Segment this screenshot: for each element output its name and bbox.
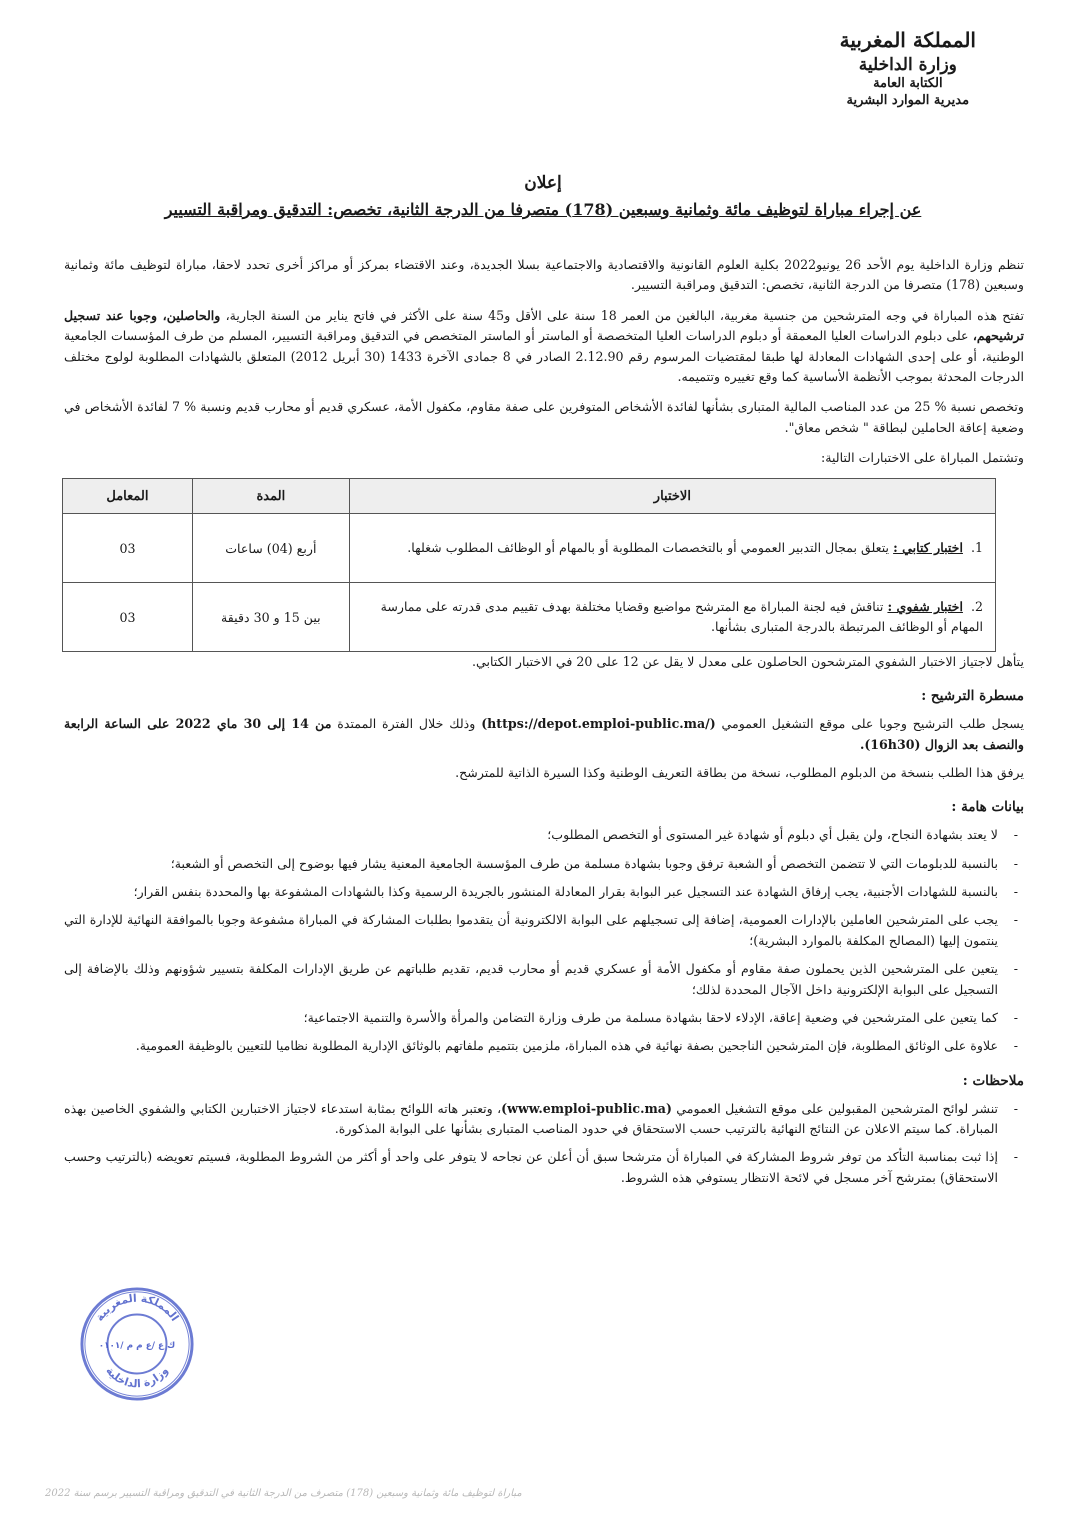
official-stamp [78, 1285, 196, 1403]
lower-section [64, 652, 1024, 1196]
notes-list [64, 1099, 1024, 1189]
page-footer: مباراة لتوظيف مائة وثمانية وسبعين (178) متصرف من الدرجة الثانية في التدقيق ومراقبة التسيير برسم سنة 2022 [45, 1488, 522, 1499]
table-row [63, 583, 996, 652]
announcement-title: إعلان [524, 173, 562, 193]
hr-directorate: مديرية الموارد البشرية [846, 92, 970, 108]
list-item: - بالنسبة للشهادات الأجنبية، يجب إرفاق الشهادة عند التسجيل عبر البوابة بقرار المعادلة المنشور بالجريدة الرسمية وكذا بالشهادات المشفوعة بها والمحددة بنفس القرار؛ [64, 882, 1024, 902]
application-site-link[interactable]: (https://depot.emploi-public.ma/) [481, 716, 716, 732]
general-secretariat: الكتابة العامة [873, 76, 943, 92]
tests-table-header [63, 479, 996, 514]
list-item: - كما يتعين على المترشحين في وضعية إعاقة، الإدلاء لاحقا بشهادة مسلمة من طرف وزارة التضامن والمرأة والأسرة والتنمية الاجتماعية؛ [64, 1008, 1024, 1028]
table-row [63, 514, 996, 583]
quota-paragraph: وتخصص نسبة % 25 من عدد المناصب المالية المتبارى بشأنها لفائدة الأشخاص المتوفرين على صفة مقاوم، مكفول الأمة، عسكري قديم أو محارب قديم ونسبة % 7 لفائدة الأشخاص في وضعية إعاقة الحاملين لبطاقة " شخص معاق". [64, 399, 1024, 435]
list-item: - بالنسبة للدبلومات التي لا تتضمن التخصص أو الشعبة ترفق وجوبا بشهادة مسلمة من طرف المؤسسة الجامعية المعنية يشار فيها بوضوح إلى التخصص أو الشعبة؛ [64, 854, 1024, 874]
list-item [64, 1099, 1024, 1140]
tests-table [62, 478, 996, 652]
application-period: من 14 إلى 30 ماي 2022 على الساعة الرابعة والنصف بعد الزوال (16h30). [64, 716, 1024, 752]
intro-section [64, 255, 1024, 479]
procedure-text-b: وذلك خلال الفترة الممتدة [331, 716, 482, 732]
stamp-top-text: المملكة المغربية [92, 1291, 182, 1324]
test-duration: أربع (04) ساعات [192, 514, 349, 583]
test-description-cell [349, 514, 995, 583]
stamp-center-text: ك ع /ع م م /٠١٠١ [98, 1340, 176, 1351]
test-coefficient: 03 [63, 514, 193, 583]
important-title: بيانات هامة : [951, 799, 1024, 816]
public-site-link[interactable]: (www.emploi-public.ma) [501, 1100, 672, 1116]
test-duration: بين 15 و 30 دقيقة [192, 583, 349, 652]
test-name: اختبار شفوي : [887, 599, 963, 615]
announcement-subtitle: عن إجراء مباراة لتوظيف مائة وثمانية وسبعين (178) متصرفا من الدرجة الثانية، تخصص: التدقيق ومراقبة التسيير [164, 200, 922, 219]
important-list [64, 825, 1024, 1057]
note-text-a: تنشر لوائح المترشحين المقبولين على موقع التشغيل العمومي [671, 1100, 998, 1116]
test-number: 2. [970, 599, 983, 615]
list-item: - إذا ثبت بمناسبة التأكد من توفر شروط المشاركة في المباراة أن مترشحا سبق أن أعلن عن نجاحه لا يتوفر على واحد أو أكثر من الشروط المطلوبة، فسيتم تعويضه (بالترتيب وحسب الاستحقاق) بمترشح آخر مسجل في لائحة الانتظار يستوفي هذه الشروط. [64, 1147, 1024, 1188]
letterhead [840, 28, 976, 109]
eligibility-text-b: على دبلوم الدراسات العليا المعمقة أو دبلوم الدراسات العليا المتخصصة أو الماستر أو الماستر المتخصص في التدقيق ومراقبة التسيير، المسلم من طرف المؤسسات الجامعية الوطنية، أو على إحدى الشهادات المعادلة لها طبقا لمقتضيات المرسوم رقم 2.12.90 الصادر في 8 جمادى الآخرة 1433 (30 أبريل 2012) المتعلق بالشهادات المطلوبة لولوج مختلف الدرجات المحدثة بموجب الأنظمة الأساسية كما وقع تغييره وتتميمه. [64, 328, 1024, 384]
list-item: - يجب على المترشحين العاملين بالإدارات العمومية، إضافة إلى تسجيلهم على البوابة الالكترونية أن يتقدموا بطلبات المشاركة في المباراة مشفوعة وجوبا بالموافقة النهائية للإدارة التي ينتمون إليها (المصالح المكلفة بالموارد البشرية)؛ [64, 910, 1024, 951]
note-text-b: ، وتعتبر هاته اللوائح بمثابة استدعاء لاجتياز الاختبارين الكتابي والشفوي الخاصين بهذه المباراة. كما سيتم الاعلان عن النتائج النهائية بالترتيب حسب الاستحقاق في حدود المناصب المتبارى بشأنها على البوابة المذكورة. [64, 1100, 998, 1137]
ministry-name: وزارة الداخلية [858, 55, 957, 75]
kingdom-name: المملكة المغربية [839, 28, 976, 52]
test-description: تناقش فيه لجنة المباراة مع المترشح مواضيع وقضايا مختلفة بهدف تقييم مدى قدرته على ممارسة المهام أو الوظائف المرتبطة بالدرجة المتبارى بشأنها. [380, 599, 983, 634]
list-item: - علاوة على الوثائق المطلوبة، فإن المترشحين الناجحين بصفة نهائية في هذه المباراة، ملزمين بتتميم ملفاتهم بالوثائق الإدارية المطلوبة نظاميا للتعيين بالوظيفة العمومية. [64, 1036, 1024, 1056]
stamp-bottom-text: وزارة الداخلية [103, 1364, 171, 1391]
procedure-paragraph-2: يرفق هذا الطلب بنسخة من الدبلوم المطلوب، نسخة من بطاقة التعريف الوطنية وكذا السيرة الذاتية للمترشح. [455, 765, 1024, 781]
eligibility-paragraph [64, 306, 1024, 388]
eligibility-bold: والحاصلين، وجوبا عند تسجيل ترشيحهم، [64, 307, 1024, 344]
eligibility-text-a: تفتح هذه المباراة في وجه المترشحين من جنسية مغربية، البالغين من العمر 18 سنة على الأقل و45 سنة على الأكثر في فاتح يناير من السنة الجارية، [220, 307, 1025, 323]
tests-intro: وتشتمل المباراة على الاختبارات التالية: [820, 450, 1024, 466]
procedure-text-a: يسجل طلب الترشيح وجوبا على موقع التشغيل العمومي [715, 716, 1024, 732]
qualification-note: يتأهل لاجتياز الاختبار الشفوي المترشحون الحاصلون على معدل لا يقل عن 12 على 20 في الاختبار الكتابي. [471, 654, 1024, 669]
header-duration: المدة [192, 479, 349, 514]
list-item: - لا يعتد بشهادة النجاح، ولن يقبل أي دبلوم أو شهادة غير المستوى أو التخصص المطلوب؛ [64, 825, 1024, 845]
test-description-cell [349, 583, 995, 652]
test-name: اختبار كتابي : [893, 540, 963, 556]
procedure-paragraph-1 [64, 714, 1024, 755]
header-coefficient: المعامل [63, 479, 193, 514]
test-description: يتعلق بمجال التدبير العمومي أو بالتخصصات المطلوبة أو بالمهام أو الوظائف المطلوب شغلها. [407, 540, 890, 556]
test-number: 1. [970, 540, 983, 556]
test-coefficient: 03 [63, 583, 193, 652]
header-test: الاختبار [349, 479, 995, 514]
notes-title: ملاحظات : [962, 1072, 1024, 1089]
procedure-title: مسطرة الترشيح : [921, 688, 1024, 705]
intro-paragraph-1: تنظم وزارة الداخلية يوم الأحد 26 يونيو2022 بكلية العلوم القانونية والاقتصادية والاجتماعية بسلا الجديدة، وعند الاقتضاء بمركز أو مراكز أخرى تحدد لاحقا، مباراة لتوظيف مائة وثمانية وسبعين (178) متصرفا من الدرجة الثانية، تخصص: التدقيق ومراقبة التسيير. [64, 257, 1025, 293]
list-item: - يتعين على المترشحين الذين يحملون صفة مقاوم أو مكفول الأمة أو عسكري قديم أو محارب قديم، تقديم طلباتهم عن طريق الإدارات المكلفة بتسيير شؤونهم وذلك بالإضافة إلى التسجيل على البوابة الإلكترونية داخل الآجال المحددة لذلك؛ [64, 959, 1024, 1000]
